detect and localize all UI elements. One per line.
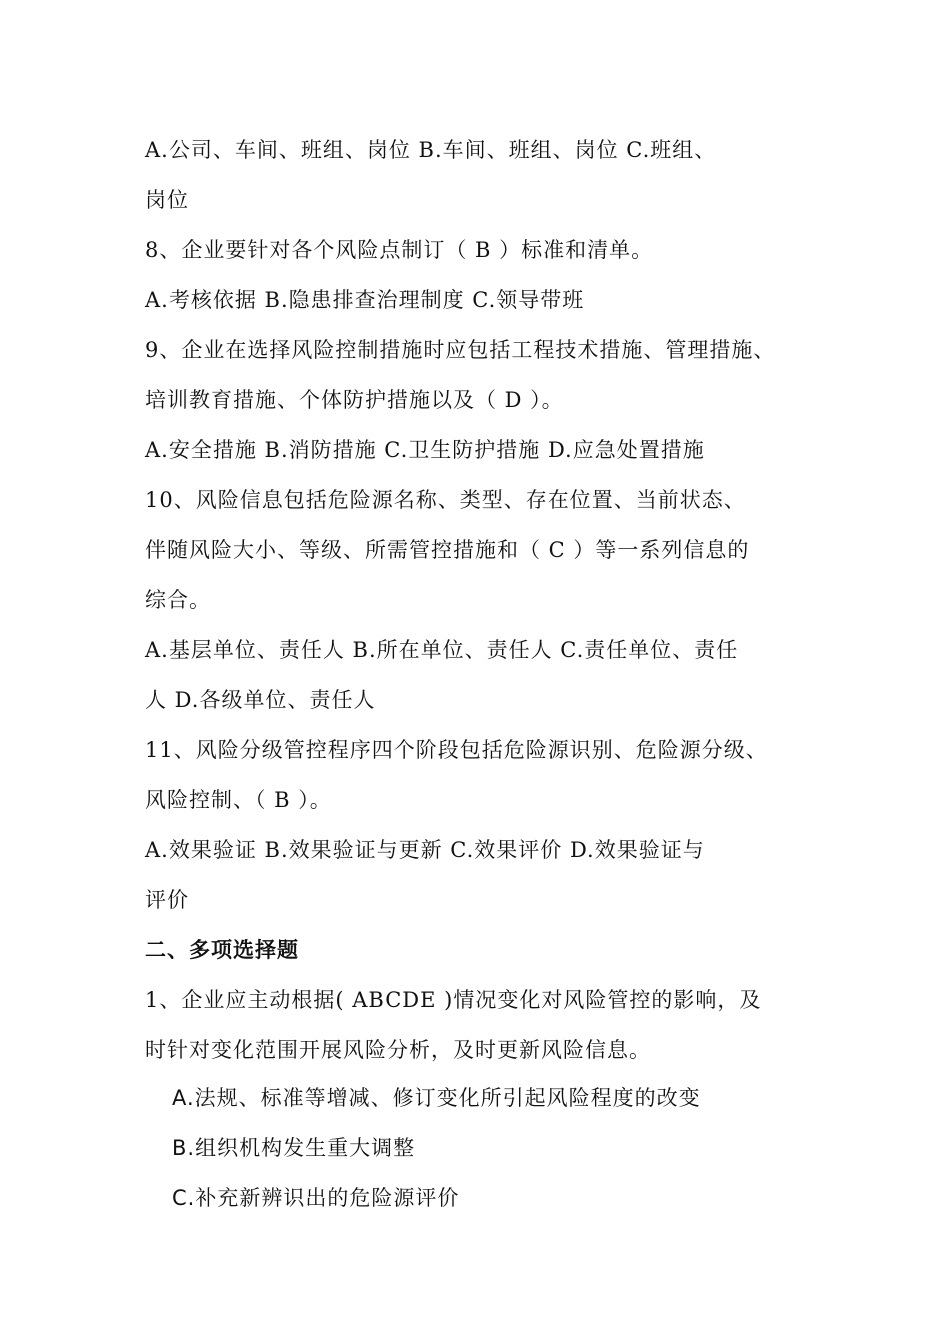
options-q7-line1: A.公司、车间、班组、岗位 B.车间、班组、岗位 C.班组、 [145,138,717,162]
question-9-line2: 培训教育措施、个体防护措施以及（ D ）。 [145,388,564,412]
multi-option-c: C.补充新辨识出的危险源评价 [172,1186,460,1210]
section-heading: 二、多项选择题 [145,938,299,962]
options-q8: A.考核依据 B.隐患排查治理制度 C.领导带班 [145,288,585,312]
options-q10-line2: 人 D.各级单位、责任人 [145,688,376,712]
multi-question-1-line1: 1、企业应主动根据( ABCDE )情况变化对风险管控的影响，及 [145,988,762,1012]
question-10-line2: 伴随风险大小、等级、所需管控措施和（ C ）等一系列信息的 [145,538,750,562]
options-q7-line2: 岗位 [145,188,189,212]
question-8: 8、企业要针对各个风险点制订（ B ）标准和清单。 [145,238,654,262]
question-11-line2: 风险控制、（ B ）。 [145,788,332,812]
question-11-line1: 11、风险分级管控程序四个阶段包括危险源识别、危险源分级、 [145,738,768,762]
question-9-line1: 9、企业在选择风险控制措施时应包括工程技术措施、管理措施、 [145,338,776,362]
question-10-line1: 10、风险信息包括危险源名称、类型、存在位置、当前状态、 [145,488,746,512]
options-q9: A.安全措施 B.消防措施 C.卫生防护措施 D.应急处置措施 [145,438,705,462]
question-10-line3: 综合。 [145,588,211,612]
options-q10-line1: A.基层单位、责任人 B.所在单位、责任人 C.责任单位、责任 [145,638,739,662]
options-q11-line2: 评价 [145,888,189,912]
multi-option-b: B.组织机构发生重大调整 [172,1136,416,1160]
multi-question-1-line2: 时针对变化范围开展风险分析，及时更新风险信息。 [145,1038,651,1062]
options-q11-line1: A.效果验证 B.效果验证与更新 C.效果评价 D.效果验证与 [145,838,705,862]
multi-option-a: A.法规、标准等增减、修订变化所引起风险程度的改变 [172,1086,701,1110]
